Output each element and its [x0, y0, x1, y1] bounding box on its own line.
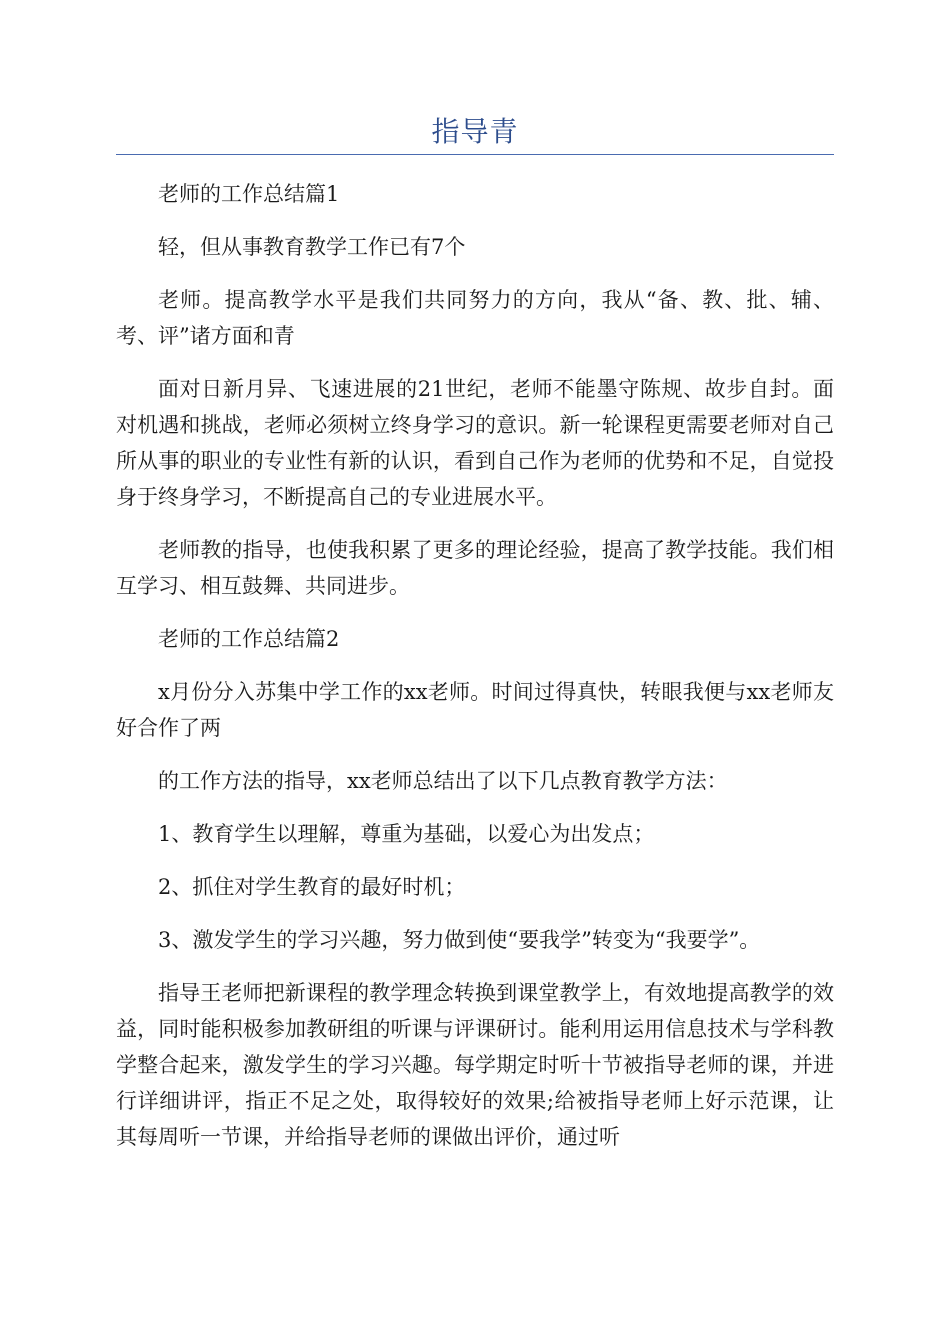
list-item: 1、教育学生以理解，尊重为基础，以爱心为出发点； [158, 822, 655, 846]
list-item: 2、抓住对学生教育的最好时机； [158, 875, 466, 899]
paragraph: 指导王老师把新课程的教学理念转换到课堂教学上，有效地提高教学的效益，同时能积极参加教研组的听课与评课研讨。能利用运用信息技术与学科教学整合起来，激发学生的学习兴趣。每学期定时听十节被指导老师的课，并进行详细讲评，指正不足之处，取得较好的效果;给被指导老师上好示范课，让其每周听一节课，并给指导老师的课做出评价，通过听 [116, 981, 834, 1149]
paragraph: 老师。提高教学水平是我们共同努力的方向，我从“备、教、批、辅、考、评”诸方面和青 [116, 288, 834, 348]
paragraph: 的工作方法的指导，xx老师总结出了以下几点教育教学方法： [158, 769, 728, 793]
document-title: 指导青 [431, 115, 519, 148]
title-underline [116, 154, 834, 155]
paragraph: x月份分入苏集中学工作的xx老师。时间过得真快，转眼我便与xx老师友好合作了两 [116, 680, 834, 740]
paragraph: 轻，但从事教育教学工作已有7个 [158, 235, 466, 259]
paragraph: 老师教的指导，也使我积累了更多的理论经验，提高了教学技能。我们相互学习、相互鼓舞、共同进步。 [116, 538, 834, 598]
document-body [116, 176, 834, 1172]
section-heading-1: 老师的工作总结篇1 [158, 182, 340, 206]
section-heading-2: 老师的工作总结篇2 [158, 627, 340, 651]
list-item: 3、激发学生的学习兴趣，努力做到使“要我学”转变为“我要学”。 [158, 928, 761, 952]
paragraph: 面对日新月异、飞速进展的21世纪，老师不能墨守陈规、故步自封。面对机遇和挑战，老师必须树立终身学习的意识。新一轮课程更需要老师对自己所从事的职业的专业性有新的认识，看到自己作为老师的优势和不足，自觉投身于终身学习，不断提高自己的专业进展水平。 [116, 377, 834, 509]
